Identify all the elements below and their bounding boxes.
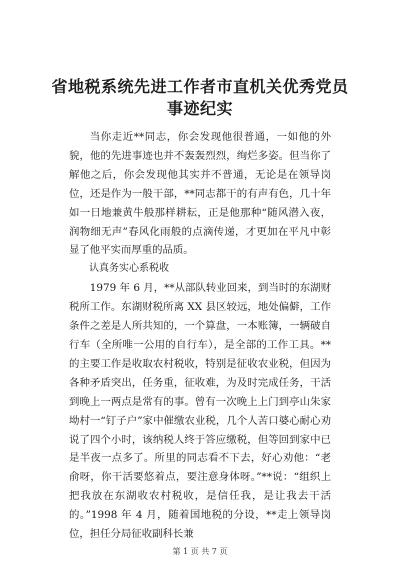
page-footer: 第 1 页 共 7 页: [172, 547, 228, 556]
section-subtitle: 认真务实心系税收: [89, 263, 169, 275]
paragraph-intro: 当你走近**同志，你会发现他很普通，一如他的外貌，他的先进事迹也并不轰轰烈烈，绚烂多姿。但当你了解他之后，你会发现他其实并不普通，无论是在领导岗位，还是作为一般干部，**同志都干的有声有色，几十年如一日地兼黄牛般那样耕耘，正是他那种“随风潜入夜，润物细无声”春风化雨般的点滴传递，才更加在平凡中彰显了他平实而厚重的品质。: [69, 131, 331, 257]
paragraph-main: 1979 年 6 月，**从部队转业回来，到当时的东湖财税所工作。东湖财税所离 XX 县区较远，地处偏僻，工作条件之差是人所共知的，一个算盘，一本账簿，一辆破自行车（全所唯一公用的自行车），是全部的工作工具。**的主要工作是收取农村税收，特别是征收农业税，但因为各种矛盾突出，任务重，征收难，为及时完成任务，干活到晚上一两点是常有的事。曾有一次晚上上门到亭山朱家坳村一“钉子户”家中催缴农业税，几个人苦口婆心耐心劝说了四个小时，该纳税人终于答应缴税，但等回到家中已是半夜一点多了。所里的同志看不下去，好心劝他：“老俞呀，你干活要悠着点，要注意身体呀。”**说：“组织上把我放在东湖收农村税收，是信任我，是让我去干活的。”1998 年 4 月，随着国地税的分设，**走上领导岗位，担任分局征收副科长兼: [69, 282, 331, 541]
document-body: [69, 128, 331, 544]
document-title: 省地税系统先进工作者市直机关优秀党员事迹纪实: [51, 77, 349, 118]
